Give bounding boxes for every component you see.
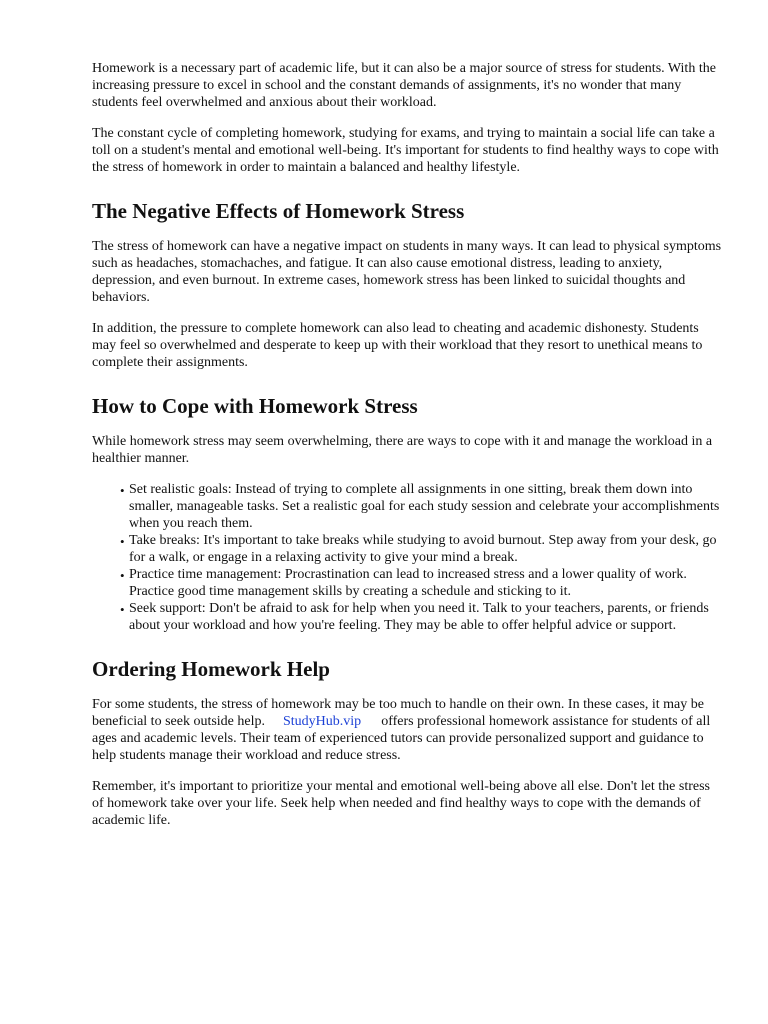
document-page: [92, 60, 722, 843]
studyhub-link[interactable]: StudyHub.vip: [283, 714, 362, 729]
intro-paragraph-1: Homework is a necessary part of academic life, but it can also be a major source of stress for students. With the increasing pressure to excel in school and the constant demands of assignments, it's no wonder that many students feel overwhelmed and anxious about their workload.: [92, 61, 716, 110]
coping-intro-paragraph: While homework stress may seem overwhelming, there are ways to cope with it and manage the workload in a healthier manner.: [92, 434, 713, 466]
heading-negative-effects: The Negative Effects of Homework Stress: [92, 199, 465, 223]
intro-paragraph-2: The constant cycle of completing homework, studying for exams, and trying to maintain a social life can take a toll on a student's mental and emotional well-being. It's important for students to find healthy ways to cope with the stress of homework in order to maintain a balanced and healthy lifestyle.: [92, 126, 719, 175]
list-item: • Seek support: Don't be afraid to ask for help when you need it. Talk to your teachers, parents, or friends about your workload and how you're feeling. They may be able to offer helpful advice or support.: [129, 600, 722, 634]
list-item: • Take breaks: It's important to take breaks while studying to avoid burnout. Step away from your desk, go for a walk, or engage in a relaxing activity to give your mind a break.: [129, 532, 722, 566]
negative-effects-paragraph-2: In addition, the pressure to complete homework can also lead to cheating and academic dishonesty. Students may feel so overwhelmed and desperate to keep up with their workload that they resort to unethical means to complete their assignments.: [92, 321, 703, 370]
ordering-text-before-link: For some students, the stress of homework may be too much to handle on their own. In these cases, it may be beneficial to seek outside help.: [92, 697, 704, 729]
negative-effects-paragraph-1: The stress of homework can have a negative impact on students in many ways. It can lead to physical symptoms such as headaches, stomachaches, and fatigue. It can also cause emotional distress, leading to anxiety, depression, and even burnout. In extreme cases, homework stress has been linked to suicidal thoughts and behaviors.: [92, 239, 722, 305]
list-item: • Set realistic goals: Instead of trying to complete all assignments in one sitting, break them down into smaller, manageable tasks. Set a realistic goal for each study session and celebrate your accomplishments when you reach them.: [129, 481, 722, 532]
heading-coping: How to Cope with Homework Stress: [92, 394, 418, 418]
coping-tips-list: [92, 481, 722, 634]
heading-ordering-help: Ordering Homework Help: [92, 657, 330, 681]
list-item: • Practice time management: Procrastination can lead to increased stress and a lower quality of work. Practice good time management skills by creating a schedule and sticking to it.: [129, 566, 722, 600]
ordering-paragraph-1: [92, 696, 722, 764]
ordering-text-after-link: offers professional homework assistance for students of all ages and academic levels. Their team of experienced tutors can provide personalized support and guidance to help students manage their workload and reduce stress.: [92, 714, 711, 763]
ordering-paragraph-2: Remember, it's important to prioritize your mental and emotional well-being above all else. Don't let the stress of homework take over your life. Seek help when needed and find healthy ways to cope with the demands of academic life.: [92, 779, 710, 828]
